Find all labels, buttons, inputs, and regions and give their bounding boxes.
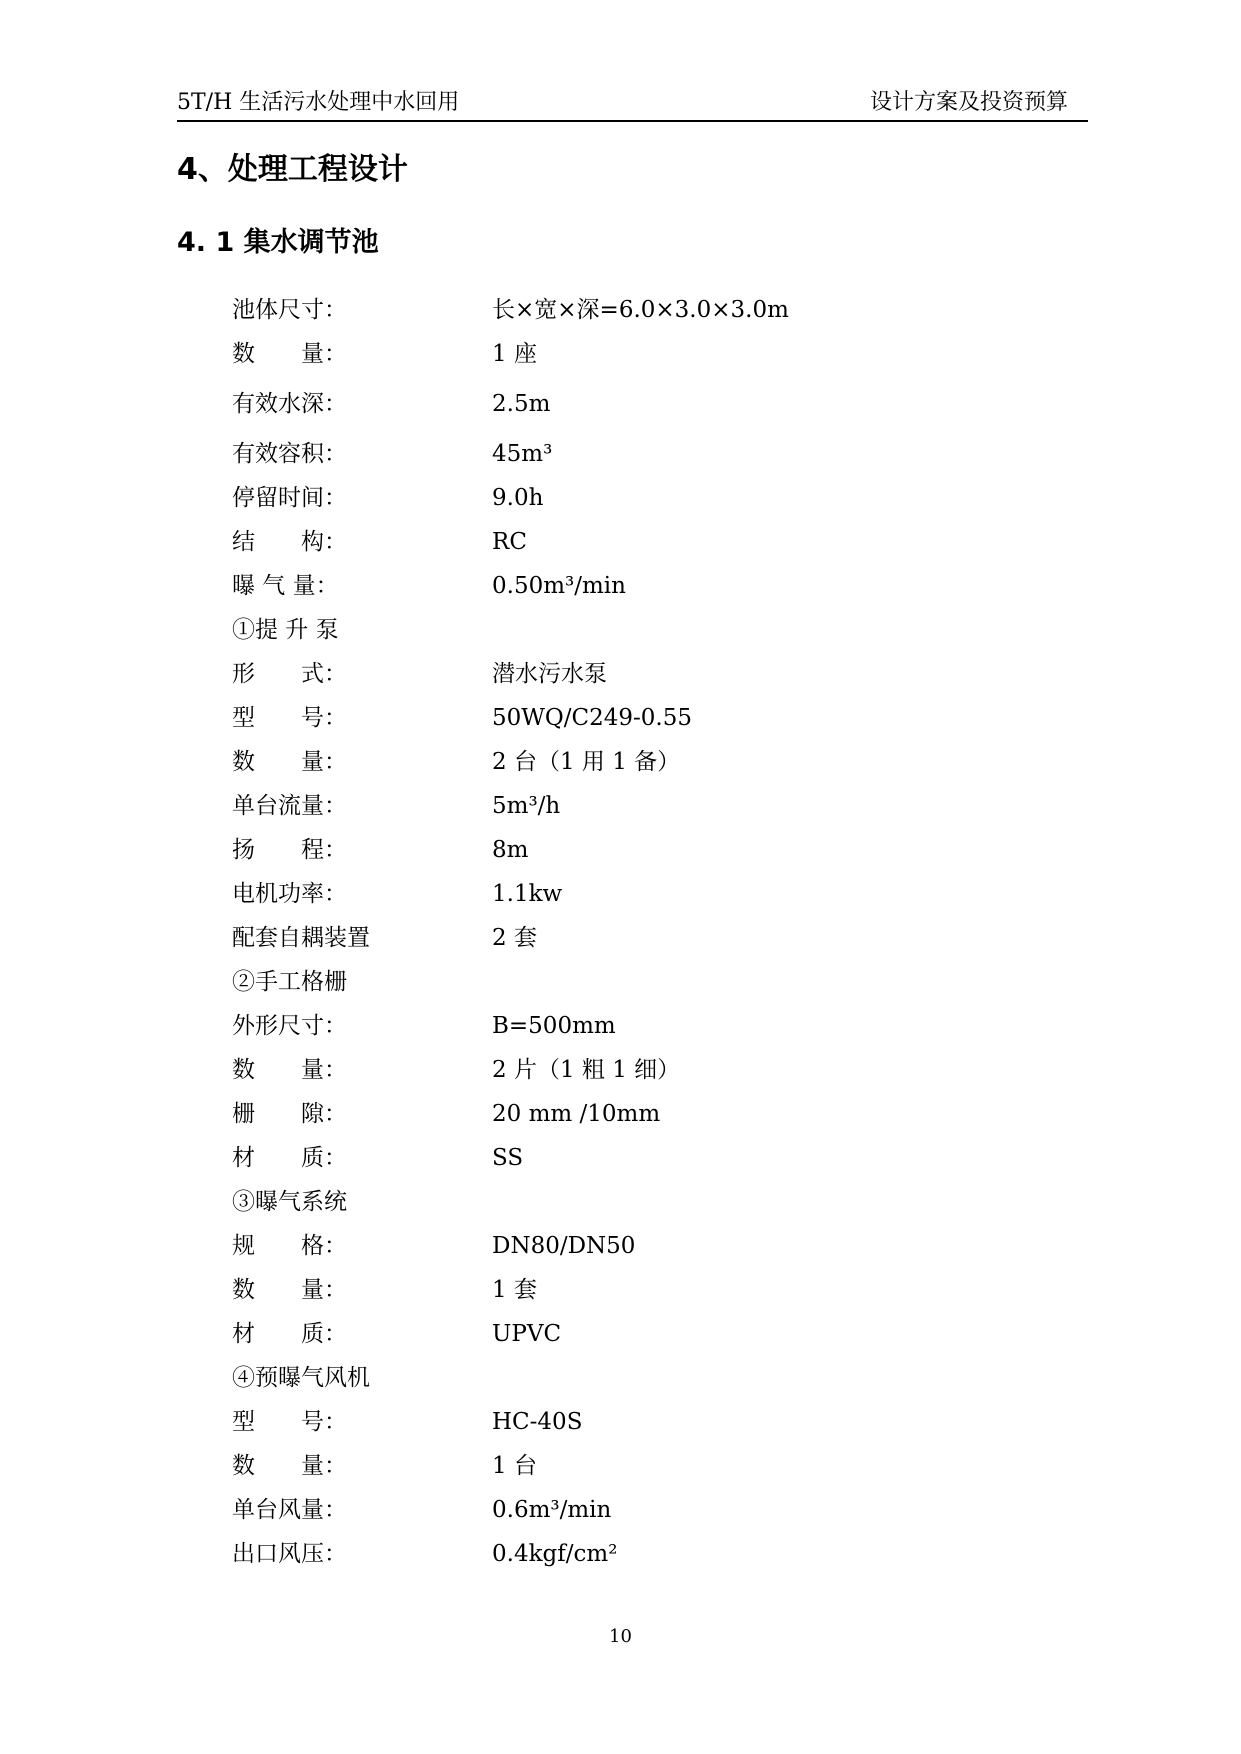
spec-label: 扬 程： <box>232 837 347 863</box>
spec-label: 数 量： <box>232 1277 347 1303</box>
spec-row <box>232 439 1032 483</box>
spec-label: 出口风压： <box>232 1541 347 1567</box>
spec-label: 数 量： <box>232 749 347 775</box>
spec-value: 1 台 <box>492 1453 537 1479</box>
spec-label: 有效水深： <box>232 391 347 417</box>
spec-row <box>232 1407 1032 1451</box>
spec-row <box>232 747 1032 791</box>
spec-value: 1 座 <box>492 341 537 367</box>
spec-label: 型 号： <box>232 1409 347 1435</box>
subsection-title: 4. 1 集水调节池 <box>177 227 379 258</box>
spec-row <box>232 1451 1032 1495</box>
spec-label: 栅 隙： <box>232 1101 347 1127</box>
spec-row <box>232 527 1032 571</box>
spec-value: 0.6m³/min <box>492 1497 612 1523</box>
spec-label: 材 质： <box>232 1145 347 1171</box>
header-section-name: 设计方案及投资预算 <box>869 90 1068 115</box>
spec-value: 1.1kw <box>492 881 563 907</box>
spec-value: UPVC <box>492 1321 562 1347</box>
spec-label: 型 号： <box>232 705 347 731</box>
spec-row <box>232 339 1032 389</box>
spec-row <box>232 1055 1032 1099</box>
spec-value: 2 套 <box>492 925 537 951</box>
spec-row <box>232 703 1032 747</box>
spec-row <box>232 389 1032 439</box>
spec-label: 结 构： <box>232 529 347 555</box>
spec-label: ①提 升 泵 <box>232 617 339 643</box>
spec-value: 长×宽×深=6.0×3.0×3.0m <box>492 297 789 323</box>
spec-row <box>232 835 1032 879</box>
spec-row <box>232 1495 1032 1539</box>
page-header <box>177 88 1088 122</box>
spec-label: 规 格： <box>232 1233 347 1259</box>
spec-label: 单台风量： <box>232 1497 347 1523</box>
spec-label: 配套自耦装置 <box>232 925 370 951</box>
spec-row <box>232 615 1032 659</box>
spec-row <box>232 791 1032 835</box>
spec-label: 材 质： <box>232 1321 347 1347</box>
spec-row <box>232 1011 1032 1055</box>
spec-value: SS <box>492 1145 524 1171</box>
spec-label: 电机功率： <box>232 881 347 907</box>
spec-value: DN80/DN50 <box>492 1233 636 1259</box>
spec-row <box>232 1231 1032 1275</box>
spec-value: 2 台（1 用 1 备） <box>492 749 681 775</box>
spec-list <box>232 295 1032 1583</box>
spec-label: 数 量： <box>232 1057 347 1083</box>
spec-value: 20 mm /10mm <box>492 1101 661 1127</box>
spec-row <box>232 1275 1032 1319</box>
page-number: 10 <box>609 1626 632 1647</box>
spec-value: 50WQ/C249-0.55 <box>492 705 692 731</box>
spec-label: 形 式： <box>232 661 347 687</box>
spec-label: 停留时间： <box>232 485 347 511</box>
spec-row <box>232 1099 1032 1143</box>
spec-value: 2 片（1 粗 1 细） <box>492 1057 681 1083</box>
spec-label: 单台流量： <box>232 793 347 819</box>
spec-value: 9.0h <box>492 485 544 511</box>
spec-value: 潜水污水泵 <box>492 661 607 687</box>
spec-row <box>232 1539 1032 1583</box>
spec-row <box>232 483 1032 527</box>
spec-value: 1 套 <box>492 1277 537 1303</box>
spec-label: ③曝气系统 <box>232 1189 347 1215</box>
spec-value: 5m³/h <box>492 793 561 819</box>
spec-row <box>232 659 1032 703</box>
spec-row <box>232 571 1032 615</box>
spec-row <box>232 1319 1032 1363</box>
spec-row <box>232 1363 1032 1407</box>
spec-row <box>232 1187 1032 1231</box>
spec-value: HC-40S <box>492 1409 583 1435</box>
spec-value: 0.4kgf/cm² <box>492 1541 618 1567</box>
header-document-title: 5T/H 生活污水处理中水回用 <box>177 90 460 115</box>
spec-value: 8m <box>492 837 529 863</box>
section-title: 4、处理工程设计 <box>177 152 408 187</box>
spec-label: 数 量： <box>232 1453 347 1479</box>
spec-row <box>232 879 1032 923</box>
spec-row <box>232 1143 1032 1187</box>
spec-row <box>232 923 1032 967</box>
spec-value: B=500mm <box>492 1013 616 1039</box>
spec-label: 数 量： <box>232 341 347 367</box>
spec-value: 0.50m³/min <box>492 573 626 599</box>
spec-label: ④预曝气风机 <box>232 1365 370 1391</box>
spec-label: 池体尺寸： <box>232 297 347 323</box>
spec-value: 45m³ <box>492 441 553 467</box>
spec-value: RC <box>492 529 527 555</box>
spec-label: 外形尺寸： <box>232 1013 347 1039</box>
spec-row <box>232 295 1032 339</box>
spec-label: ②手工格栅 <box>232 969 347 995</box>
spec-label: 有效容积： <box>232 441 347 467</box>
spec-label: 曝 气 量： <box>232 573 339 599</box>
spec-row <box>232 967 1032 1011</box>
spec-value: 2.5m <box>492 391 551 417</box>
